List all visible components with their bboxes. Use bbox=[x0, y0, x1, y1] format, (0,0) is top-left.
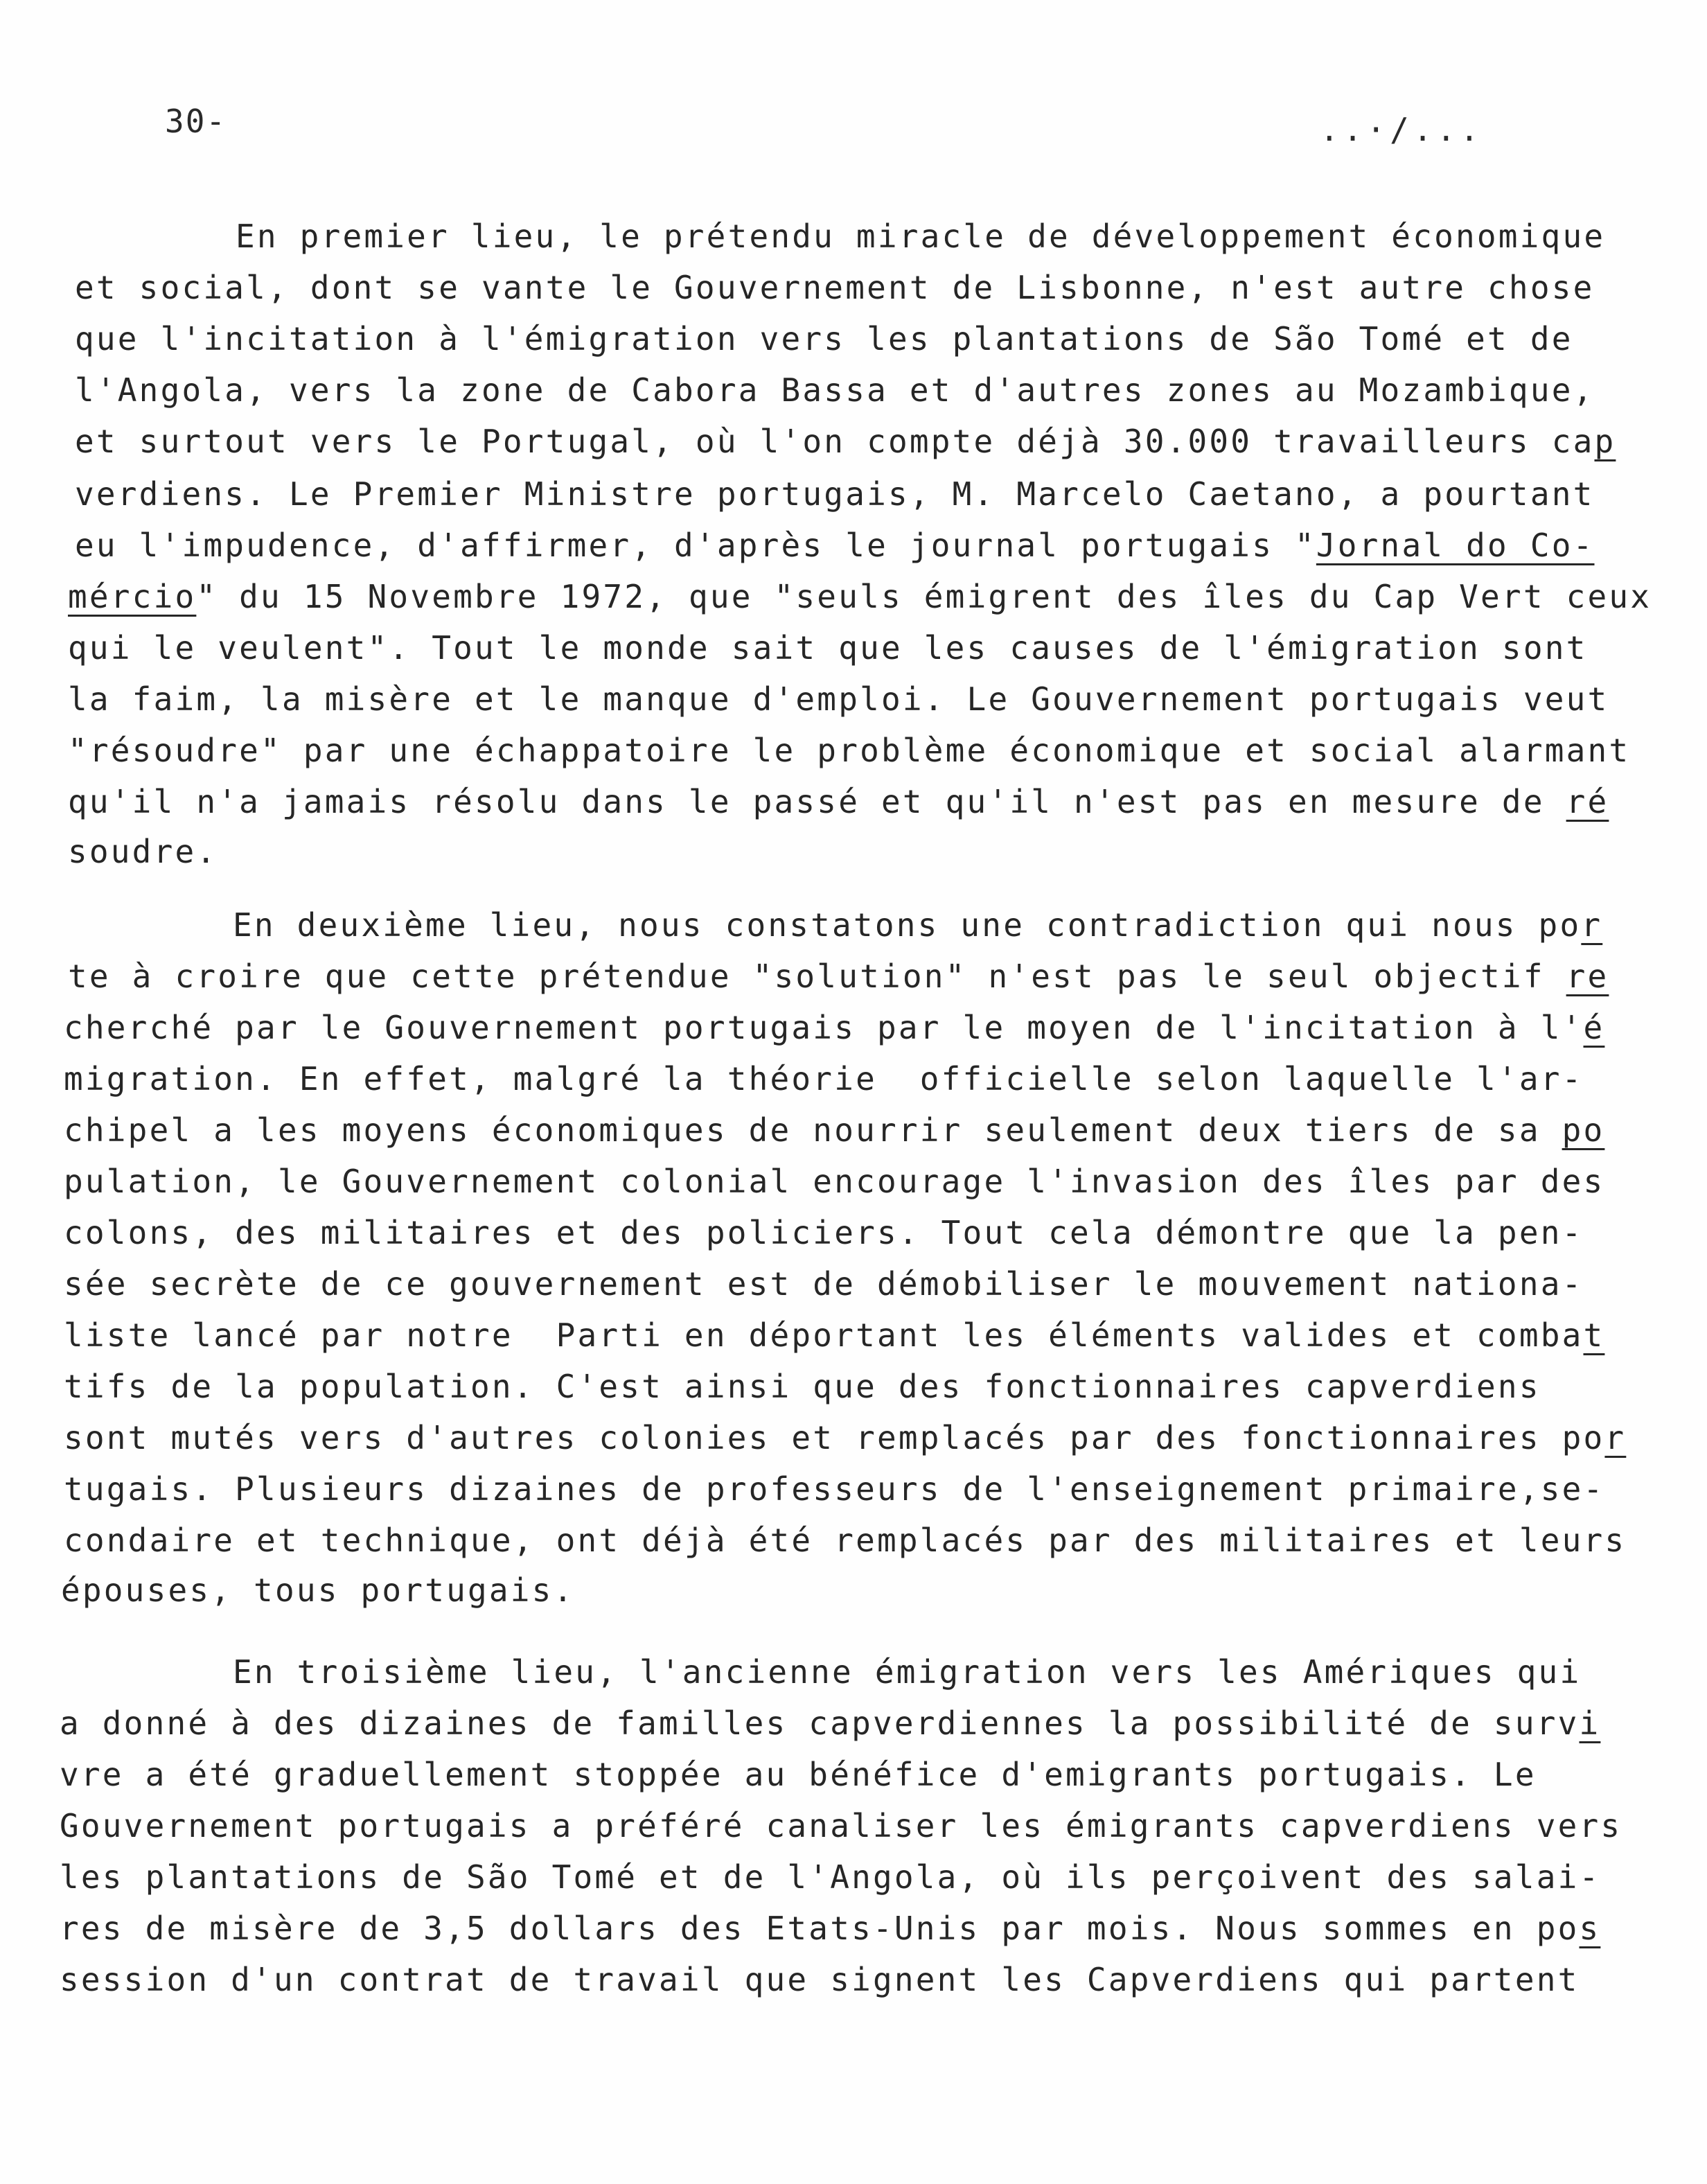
text-segment: te à croire que cette prétendue "solution" n'est pas le seul objectif bbox=[68, 958, 1566, 995]
text-line bbox=[64, 1419, 1627, 1456]
text-segment: les plantations de São Tomé et de l'Angola, où ils perçoivent des salai- bbox=[60, 1858, 1601, 1896]
text-line bbox=[233, 906, 1603, 944]
text-line bbox=[64, 1163, 1605, 1200]
text-segment: eu l'impudence, d'affirmer, d'après le journal portugais " bbox=[75, 527, 1316, 564]
text-segment: verdiens. Le Premier Ministre portugais, M. Marcelo Caetano, a pourtant bbox=[75, 475, 1595, 513]
text-line bbox=[68, 629, 1588, 667]
continuation-mark: ..·/... bbox=[1320, 111, 1483, 148]
text-segment: cherché par le Gouvernement portugais par le moyen de l'incitation à l' bbox=[64, 1009, 1584, 1046]
text-segment: qu'il n'a jamais résolu dans le passé et qu'il n'est pas en mesure de bbox=[68, 783, 1566, 820]
text-segment: En premier lieu, le prétendu miracle de développement économique bbox=[236, 218, 1606, 255]
page-number: 30- bbox=[165, 103, 227, 140]
text-line bbox=[64, 1522, 1627, 1559]
text-segment: sont mutés vers d'autres colonies et remplacés par des fonctionnaires po bbox=[64, 1419, 1605, 1456]
text-segment: et social, dont se vante le Gouvernement de Lisbonne, n'est autre chose bbox=[75, 269, 1595, 306]
text-segment: session d'un contrat de travail que signent les Capverdiens qui partent bbox=[60, 1961, 1580, 1998]
underlined-text: r bbox=[1604, 1419, 1627, 1456]
text-segment: soudre. bbox=[68, 833, 218, 870]
text-line bbox=[75, 423, 1616, 460]
underlined-text: s bbox=[1579, 1910, 1601, 1947]
text-line bbox=[64, 1265, 1584, 1303]
text-line bbox=[75, 475, 1595, 513]
text-line bbox=[68, 578, 1652, 615]
text-segment: chipel a les moyens économiques de nourrir seulement deux tiers de sa bbox=[64, 1111, 1562, 1149]
text-line bbox=[75, 320, 1573, 358]
text-line bbox=[61, 1571, 575, 1609]
underlined-text: r bbox=[1581, 906, 1603, 944]
underlined-text: i bbox=[1579, 1705, 1601, 1742]
text-segment: a donné à des dizaines de familles capverdiennes la possibilité de surv bbox=[60, 1705, 1580, 1742]
text-segment: qui le veulent". Tout le monde sait que les causes de l'émigration sont bbox=[68, 629, 1588, 667]
text-segment: res de misère de 3,5 dollars des Etats-Unis par mois. Nous sommes en po bbox=[60, 1910, 1580, 1947]
underlined-text: t bbox=[1583, 1316, 1605, 1354]
text-segment: En troisième lieu, l'ancienne émigration vers les Amériques qui bbox=[233, 1653, 1582, 1691]
underlined-text: re bbox=[1566, 958, 1609, 995]
text-segment: l'Angola, vers la zone de Cabora Bassa et d'autres zones au Mozambique, bbox=[75, 371, 1595, 409]
text-segment: Gouvernement portugais a préféré canaliser les émigrants capverdiens vers bbox=[60, 1807, 1622, 1844]
text-line bbox=[68, 958, 1609, 995]
underlined-text: po bbox=[1562, 1111, 1605, 1149]
text-segment: "résoudre" par une échappatoire le problème économique et social alarmant bbox=[68, 732, 1631, 769]
text-line bbox=[60, 1807, 1622, 1844]
underlined-text: ré bbox=[1566, 783, 1609, 820]
text-line bbox=[64, 1470, 1605, 1508]
text-segment: et surtout vers le Portugal, où l'on compte déjà 30.000 travailleurs ca bbox=[75, 423, 1595, 460]
text-line bbox=[75, 269, 1595, 306]
underlined-text: Jornal do Co- bbox=[1316, 527, 1595, 564]
text-line bbox=[75, 527, 1595, 564]
text-line bbox=[64, 1009, 1605, 1046]
text-segment: " du 15 Novembre 1972, que "seuls émigrent des îles du Cap Vert ceux bbox=[196, 578, 1652, 615]
text-segment: pulation, le Gouvernement colonial encourage l'invasion des îles par des bbox=[64, 1163, 1605, 1200]
text-line bbox=[64, 1316, 1605, 1354]
text-segment: sée secrète de ce gouvernement est de démobiliser le mouvement nationa- bbox=[64, 1265, 1584, 1303]
text-segment: migration. En effet, malgré la théorie officielle selon laquelle l'ar- bbox=[64, 1060, 1584, 1098]
text-segment: tugais. Plusieurs dizaines de professeurs de l'enseignement primaire,se- bbox=[64, 1470, 1605, 1508]
underlined-text: é bbox=[1583, 1009, 1605, 1046]
text-line bbox=[60, 1858, 1601, 1896]
text-line bbox=[68, 732, 1631, 769]
text-segment: vre a été graduellement stoppée au bénéfice d'emigrants portugais. Le bbox=[60, 1756, 1537, 1793]
underlined-text: mércio bbox=[68, 578, 197, 615]
text-line bbox=[75, 371, 1595, 409]
text-line bbox=[60, 1961, 1580, 1998]
text-line bbox=[64, 1368, 1541, 1405]
text-line bbox=[68, 680, 1609, 718]
text-segment: condaire et technique, ont déjà été remplacés par des militaires et leurs bbox=[64, 1522, 1627, 1559]
text-line bbox=[68, 783, 1609, 820]
text-segment: tifs de la population. C'est ainsi que des fonctionnaires capverdiens bbox=[64, 1368, 1541, 1405]
text-line bbox=[68, 833, 218, 870]
text-segment: que l'incitation à l'émigration vers les plantations de São Tomé et de bbox=[75, 320, 1573, 358]
text-line bbox=[60, 1910, 1601, 1947]
text-segment: liste lancé par notre Parti en déportant les éléments valides et comba bbox=[64, 1316, 1584, 1354]
underlined-text: p bbox=[1594, 423, 1616, 460]
text-line bbox=[64, 1111, 1605, 1149]
text-line bbox=[64, 1214, 1584, 1251]
text-line bbox=[236, 218, 1606, 255]
text-line bbox=[64, 1060, 1584, 1098]
text-segment: épouses, tous portugais. bbox=[61, 1571, 575, 1609]
text-segment: la faim, la misère et le manque d'emploi. Le Gouvernement portugais veut bbox=[68, 680, 1609, 718]
text-line bbox=[60, 1756, 1537, 1793]
text-segment: colons, des militaires et des policiers. Tout cela démontre que la pen- bbox=[64, 1214, 1584, 1251]
text-line bbox=[233, 1653, 1582, 1691]
text-line bbox=[60, 1705, 1601, 1742]
text-segment: En deuxième lieu, nous constatons une contradiction qui nous po bbox=[233, 906, 1582, 944]
